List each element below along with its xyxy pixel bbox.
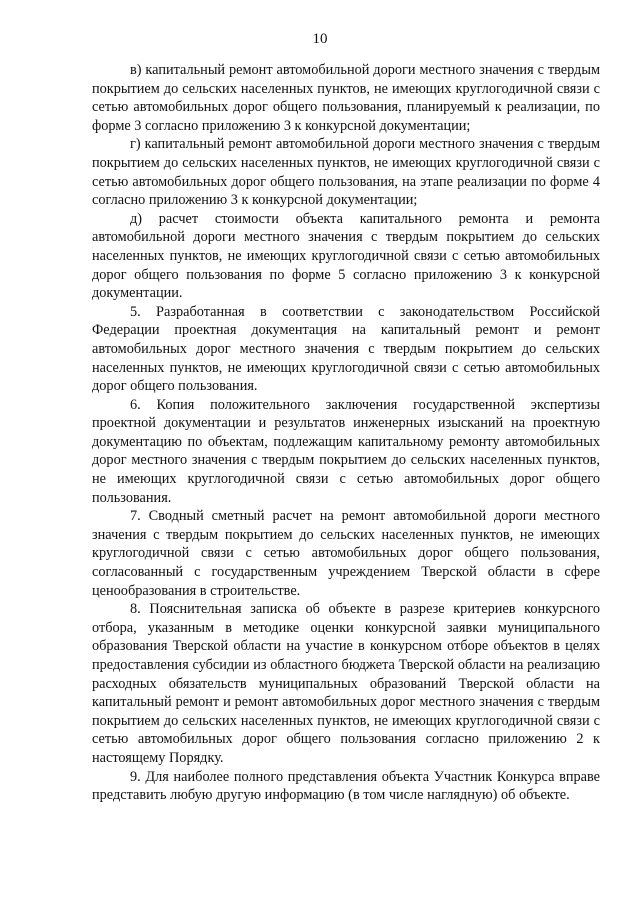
paragraph-7: 7. Сводный сметный расчет на ремонт автомобильной дороги местного значения с твердым покрытием до сельских населенных пунктов, не имеющих круглогодичной связи с сетью автомобильных дорог общего пользования, согласованный с государственным учреждением Тверской области в сфере ценообразования в строительстве. — [92, 508, 600, 599]
page-number: 10 — [312, 31, 328, 47]
paragraph-item-g: г) капитальный ремонт автомобильной дороги местного значения с твердым покрытием до сельских населенных пунктов, не имеющих круглогодичной связи с сетью автомобильных дорог общего пользования, на этапе реализации по форме 4 согласно приложению 3 к конкурсной документации; — [92, 136, 600, 209]
paragraph-8: 8. Пояснительная записка об объекте в разрезе критериев конкурсного отбора, указанным в методике оценки конкурсной заявки муниципального образования Тверской области на участие в конкурсном отборе объектов в целях предоставления субсидии из областного бюджета Тверской области на реализацию расходных обязательств муниципальных образований Тверской области на капитальный ремонт и ремонт автомобильных дорог местного значения с твердым покрытием до сельских населенных пунктов, не имеющих круглогодичной связи с сетью автомобильных дорог общего пользования согласно приложению 2 к настоящему Порядку. — [92, 601, 600, 766]
paragraph-5: 5. Разработанная в соответствии с законодательством Российской Федерации проектная документация на капитальный ремонт и ремонт автомобильных дорог местного значения с твердым покрытием до сельских населенных пунктов, не имеющих круглогодичной связи с сетью автомобильных дорог общего пользования. — [92, 303, 600, 395]
paragraph-9: 9. Для наиболее полного представления объекта Участник Конкурса вправе представить любую другую информацию (в том числе наглядную) об объекте. — [92, 768, 600, 804]
document-body — [92, 61, 600, 805]
paragraph-item-d: д) расчет стоимости объекта капитального ремонта и ремонта автомобильной дороги местного значения с твердым покрытием до сельских населенных пунктов, не имеющих круглогодичной связи с сетью автомобильных дорог общего пользования по форме 5 согласно приложению 3 к конкурсной документации. — [92, 210, 600, 302]
paragraph-item-v: в) капитальный ремонт автомобильной дороги местного значения с твердым покрытием до сельских населенных пунктов, не имеющих круглогодичной связи с сетью автомобильных дорог общего пользования, планируемый к реализации, по форме 3 согласно приложению 3 к конкурсной документации; — [92, 62, 600, 134]
paragraph-6: 6. Копия положительного заключения государственной экспертизы проектной документации и результатов инженерных изысканий на проектную документацию по объектам, подлежащим капитальному ремонту автомобильных дорог местного значения с твердым покрытием до сельских населенных пунктов, не имеющих круглогодичной связи с сетью автомобильных дорог общего пользования. — [92, 396, 600, 506]
